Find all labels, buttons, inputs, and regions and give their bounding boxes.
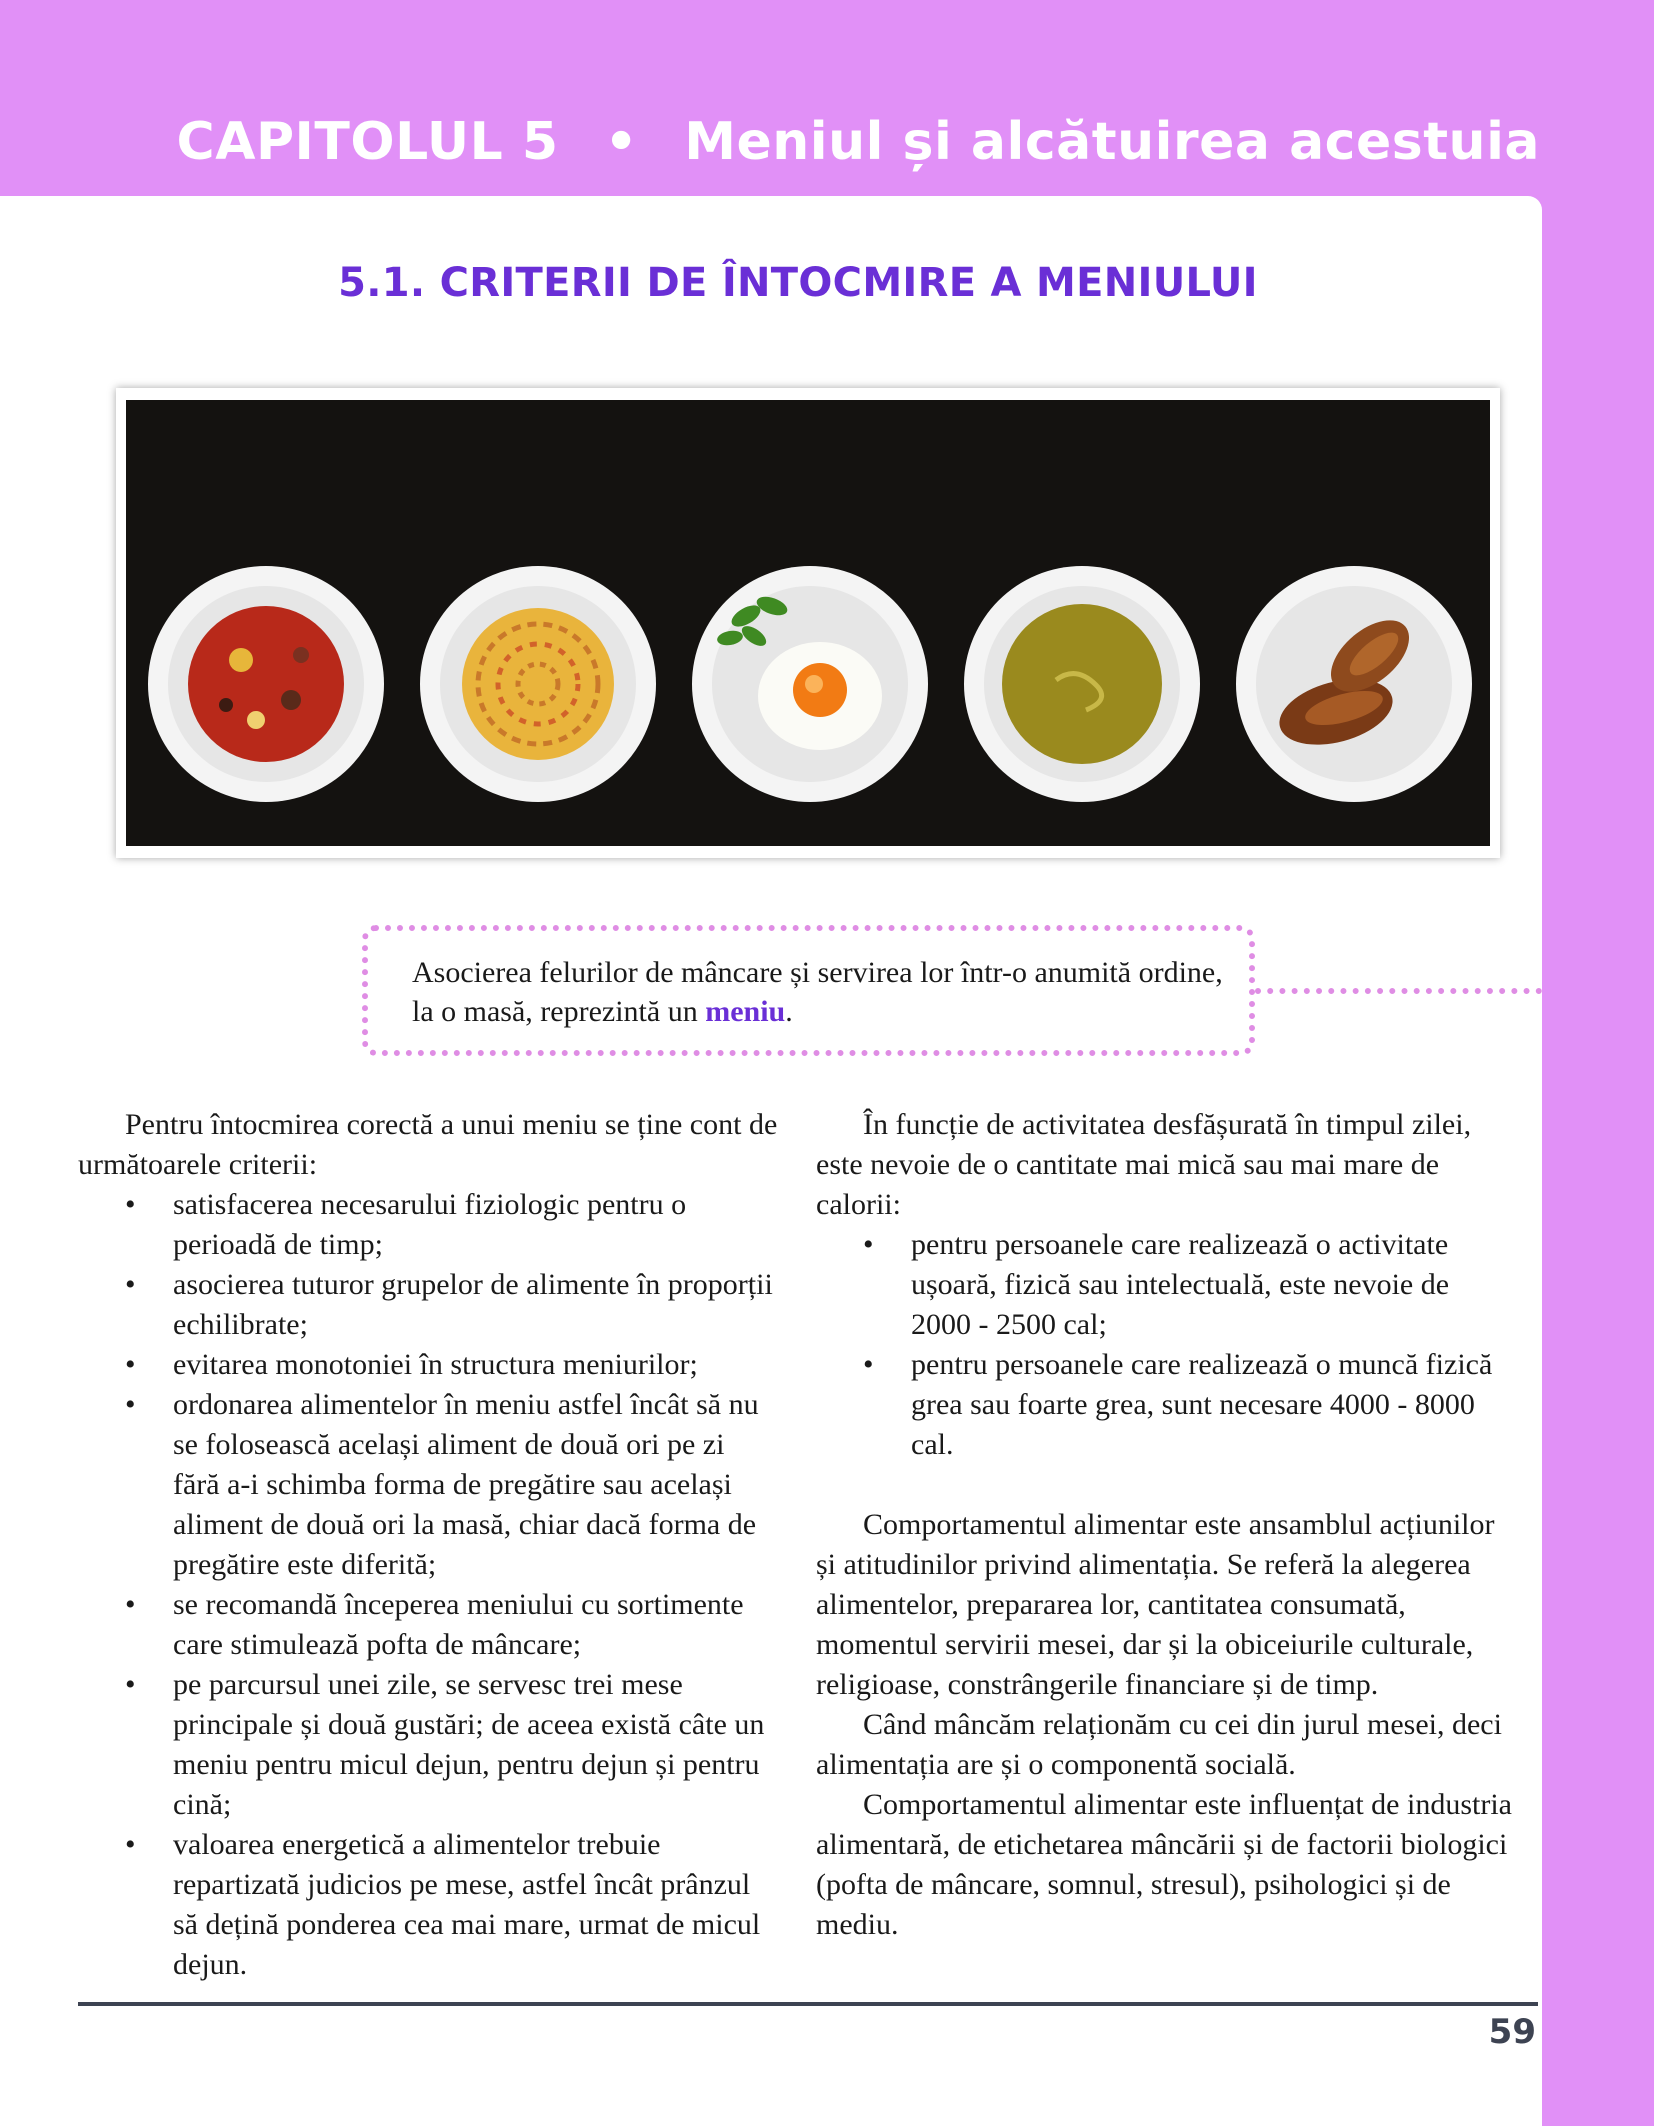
chapter-number: CAPITOLUL 5 [176, 112, 559, 172]
bullet: • [863, 1228, 874, 1261]
list-item [78, 1825, 778, 1985]
list-item [78, 1585, 778, 1665]
calories-list [816, 1225, 1516, 1465]
definition-text [412, 953, 1232, 1031]
section-title: 5.1. CRITERII DE ÎNTOCMIRE A MENIULUI [338, 260, 1258, 306]
title-separator: • [604, 112, 639, 172]
list-item [78, 1345, 778, 1385]
body-paragraph: Când mâncăm relaționăm cu cei din jurul mesei, deci alimentația are și o componentă socială. [816, 1708, 1502, 1781]
list-item-text: ordonarea alimentelor în meniu astfel încât să nu se folosească același aliment de două ori pe zi fără a-i schimba forma de pregătire sau același aliment de două ori la masă, chiar dacă forma de pregătire este diferită; [173, 1388, 759, 1581]
definition-lead: Asocierea felurilor de mâncare și servirea lor într-o anumită ordine, la o masă, reprezintă un [412, 956, 1223, 1028]
croissant-plate [1236, 566, 1472, 802]
paragraph-gap [816, 1465, 1516, 1505]
soup-plate [148, 566, 384, 802]
list-item-text: valoarea energetică a alimentelor trebuie repartizată judicios pe mese, astfel încât prânzul să dețină ponderea cea mai mare, urmat de micul dejun. [173, 1828, 761, 1981]
cream-soup-plate [964, 566, 1200, 802]
bullet: • [863, 1348, 874, 1381]
list-item-text: pentru persoanele care realizează o muncă fizică grea sau foarte grea, sunt necesare 4000 - 8000 cal. [911, 1348, 1493, 1461]
right-column [816, 1105, 1516, 1945]
calories-intro: În funcție de activitatea desfășurată în timpul zilei, este nevoie de o cantitate mai mică sau mai mare de calorii: [816, 1108, 1472, 1221]
definition-end: . [785, 995, 793, 1028]
list-item-text: asocierea tuturor grupelor de alimente în proporții echilibrate; [173, 1268, 773, 1341]
food-plates-illustration [126, 400, 1490, 846]
food-photo [116, 388, 1500, 858]
criteria-list [78, 1185, 778, 1985]
list-item-text: pe parcursul unei zile, se servesc trei mese principale și două gustări; de aceea există câte un meniu pentru micul dejun, pentru dejun și pentru cină; [173, 1668, 765, 1821]
chapter-header [0, 0, 1654, 196]
definition-term: meniu [705, 995, 786, 1028]
list-item [78, 1665, 778, 1825]
spaghetti-plate [420, 566, 656, 802]
definition-connector [1255, 988, 1542, 994]
list-item-text: se recomandă încеperea meniului cu sortimente care stimulează pofta de mâncare; [173, 1588, 744, 1661]
footer-rule [78, 2002, 1538, 2006]
list-item [816, 1225, 1516, 1345]
criteria-intro: Pentru întocmirea corectă a unui meniu se ține cont de următoarele criterii: [78, 1108, 778, 1181]
bullet: • [125, 1388, 136, 1421]
body-paragraph: Comportamentul alimentar este influențat de industria alimentară, de etichetarea mâncării și de factorii biologici (pofta de mâncare, somnul, stresul), psihologici și de mediu. [816, 1788, 1512, 1941]
chapter-title [177, 112, 1540, 172]
body-paragraph: Comportamentul alimentar este ansamblul acțiunilor și atitudinilor privind alimentația. Se referă la alegerea alimentelor, prepararea lor, cantitatea consumată, momentul servirii mesei, dar și la obiceiurile culturale, religioase, constrângerile financiare și de timp. [816, 1508, 1495, 1701]
bullet: • [125, 1268, 136, 1301]
list-item-text: satisfacerea necesarului fiziologic pentru o perioadă de timp; [173, 1188, 687, 1261]
chapter-name: Meniul și alcătuirea acestuia [684, 112, 1540, 172]
bullet: • [125, 1588, 136, 1621]
list-item-text: evitarea monotoniei în structura meniurilor; [173, 1348, 698, 1381]
bullet: • [125, 1668, 136, 1701]
left-column [78, 1105, 778, 1985]
list-item [78, 1385, 778, 1585]
list-item-text: pentru persoanele care realizează o activitate ușoară, fizică sau intelectuală, este nevoie de 2000 - 2500 cal; [911, 1228, 1450, 1341]
page-number: 59 [1488, 2012, 1536, 2052]
bullet: • [125, 1188, 136, 1221]
list-item [78, 1265, 778, 1345]
bullet: • [125, 1828, 136, 1861]
list-item [816, 1345, 1516, 1465]
egg-plate [692, 566, 928, 802]
bullet: • [125, 1348, 136, 1381]
list-item [78, 1185, 778, 1265]
